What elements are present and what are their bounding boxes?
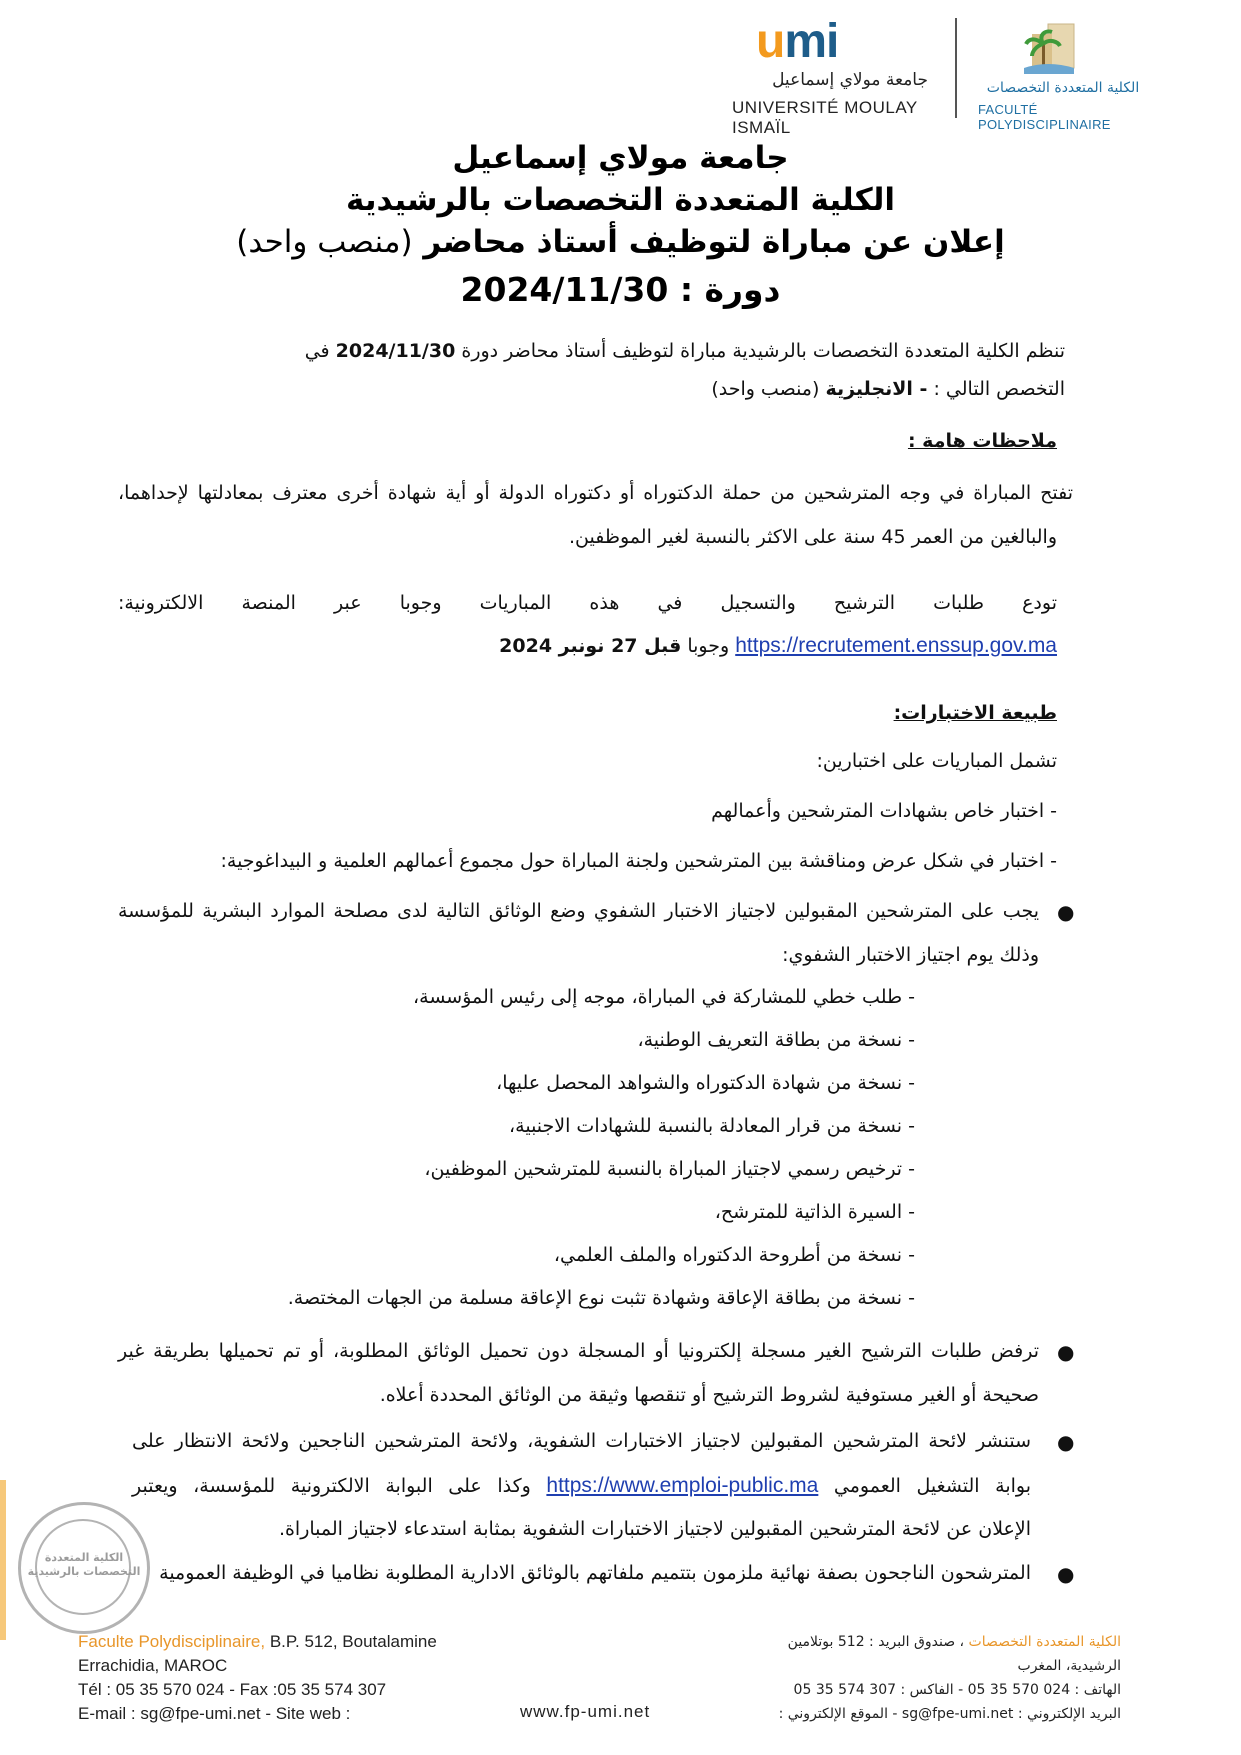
notes-paragraph-2-line-2: https://recrutement.enssup.gov.ma وجوبا قبل 27 نونبر 2024 — [499, 634, 1057, 657]
emploi-public-link[interactable]: https://www.emploi-public.ma — [546, 1474, 819, 1497]
logo-divider — [955, 18, 957, 118]
umi-french-name: UNIVERSITÉ MOULAY ISMAÏL — [732, 98, 918, 137]
footer-email: E-mail : sg@fpe-umi.net - Site web : — [78, 1704, 351, 1723]
faculty-french-name: FACULTÉ POLYDISCIPLINAIRE — [978, 102, 1111, 132]
umi-logo — [728, 14, 964, 137]
bullet-2-line-1: ترفض طلبات الترشيح الغير مسجلة إلكترونيا أو المسجلة دون تحميل الوثائق المطلوبة، أو تم تحميلها بطريقة غير — [118, 1340, 1039, 1362]
notes-paragraph-1-line-1: تفتح المباراة في وجه المترشحين من حملة الدكتوراه أو دكتوراه الدولة أو أية شهادة أخرى معترف بمعادلتها لإحداهما، — [118, 482, 1073, 504]
footer-ar-email: البريد الإلكتروني : sg@fpe-umi.net - الموقع الإلكتروني : — [778, 1706, 1121, 1722]
document-item: - نسخة من شهادة الدكتوراه والشواهد المحصل عليها، — [496, 1072, 915, 1094]
bullet-icon: ● — [1057, 900, 1075, 924]
footer-ar-line-1: الكلية المتعددة التخصصات ، صندوق البريد : 512 بوتلامين — [787, 1634, 1121, 1650]
announcement-title: إعلان عن مباراة لتوظيف أستاذ محاضر (منصب واحد) — [236, 224, 1005, 260]
document-item: - ترخيص رسمي لاجتياز المباراة بالنسبة للمترشحين الموظفين، — [424, 1158, 915, 1180]
footer-address-line-2: Errachidia, MAROC — [78, 1656, 228, 1675]
tests-intro: تشمل المباريات على اختبارين: — [816, 750, 1057, 772]
bullet-3-line-3: الإعلان عن لائحة المترشحين المقبولين لاجتياز الاختبارات الشفوية بمثابة استدعاء لاجتياز المباراة. — [278, 1518, 1031, 1540]
tests-heading: طبيعة الاختبارات: — [893, 702, 1057, 724]
bullet-3-line-2: بوابة التشغيل العمومي https://www.emploi-public.ma وكذا على البوابة الالكترونية للمؤسسة، ويعتبر — [132, 1474, 1031, 1497]
faculty-arabic-name: الكلية المتعددة التخصصات — [986, 80, 1140, 96]
notes-paragraph-2-line-1: تودع طلبات الترشيح والتسجيل في هذه المباريات وجوبا عبر المنصة الالكترونية: — [118, 592, 1057, 614]
notes-heading: ملاحظات هامة : — [907, 430, 1057, 452]
recruitment-link[interactable]: https://recrutement.enssup.gov.ma — [735, 634, 1057, 657]
bullet-icon: ● — [1057, 1430, 1075, 1454]
umi-wordmark: umi — [756, 15, 839, 68]
footer-ar-phone: الهاتف : 024 570 35 05 - الفاكس : 307 574 35 05 — [793, 1682, 1121, 1698]
document-item: - نسخة من قرار المعادلة بالنسبة للشهادات الاجنبية، — [509, 1115, 915, 1137]
footer-phone: Tél : 05 35 570 024 - Fax :05 35 574 307 — [78, 1680, 387, 1699]
university-title: جامعة مولاي إسماعيل — [452, 140, 789, 176]
test-item-1: - اختبار خاص بشهادات المترشحين وأعمالهم — [711, 800, 1057, 822]
test-item-2: - اختبار في شكل عرض ومناقشة بين المترشحين ولجنة المباراة حول مجموع أعمالهم العلمية و البيداغوجية: — [220, 850, 1057, 872]
bullet-icon: ● — [1057, 1340, 1075, 1364]
session-date-title: دورة : 2024/11/30 — [460, 270, 781, 309]
umi-arabic-name: جامعة مولاي إسماعيل — [772, 70, 928, 90]
footer-website[interactable]: www.fp-umi.net — [520, 1702, 651, 1721]
bullet-1-line-2: وذلك يوم اجتياز الاختبار الشفوي: — [782, 944, 1039, 966]
decorative-edge — [0, 1480, 6, 1640]
bullet-3-line-1: ستنشر لائحة المترشحين المقبولين لاجتياز الاختبارات الشفوية، ولائحة المترشحين الناجحين ولائحة الانتظار على — [132, 1430, 1031, 1452]
document-item: - نسخة من بطاقة التعريف الوطنية، — [637, 1029, 915, 1051]
faculty-logo — [978, 18, 1168, 132]
bullet-4-line-1: المترشحون الناجحون بصفة نهائية ملزمون بتتميم ملفاتهم بالوثائق الادارية المطلوبة نظاميا في الوظيفة العمومية — [159, 1562, 1031, 1584]
document-item: - نسخة من بطاقة الإعاقة وشهادة تثبت نوع الإعاقة مسلمة من الجهات المختصة. — [287, 1287, 915, 1309]
intro-line-2: التخصص التالي : - الانجليزية (منصب واحد) — [711, 378, 1065, 400]
footer-ar-line-2: الرشيدية، المغرب — [1017, 1658, 1121, 1674]
stamp-text: الكلية المتعددة التخصصات بالرشيدية — [27, 1551, 141, 1578]
faculty-title: الكلية المتعددة التخصصات بالرشيدية — [346, 182, 895, 218]
intro-line-1: تنظم الكلية المتعددة التخصصات بالرشيدية مباراة لتوظيف أستاذ محاضر دورة 2024/11/30 في — [304, 340, 1065, 362]
palm-tree-emblem-icon — [1018, 18, 1080, 80]
official-stamp — [18, 1502, 150, 1634]
bullet-1-line-1: يجب على المترشحين المقبولين لاجتياز الاختبار الشفوي وضع الوثائق التالية لدى مصلحة الموارد البشرية للمؤسسة — [118, 900, 1039, 922]
document-item: - السيرة الذاتية للمترشح، — [714, 1201, 915, 1223]
bullet-2-line-2: صحيحة أو الغير مستوفية لشروط الترشيح أو تنقصها وثيقة من الوثائق المحددة أعلاه. — [379, 1384, 1039, 1406]
footer-address-line-1: Faculte Polydisciplinaire, B.P. 512, Boutalamine — [78, 1632, 437, 1651]
bullet-icon: ● — [1057, 1562, 1075, 1586]
document-item: - طلب خطي للمشاركة في المباراة، موجه إلى رئيس المؤسسة، — [413, 986, 915, 1008]
document-item: - نسخة من أطروحة الدكتوراه والملف العلمي، — [553, 1244, 915, 1266]
notes-paragraph-1-line-2: والبالغين من العمر 45 سنة على الاكثر بالنسبة لغير الموظفين. — [569, 526, 1057, 548]
